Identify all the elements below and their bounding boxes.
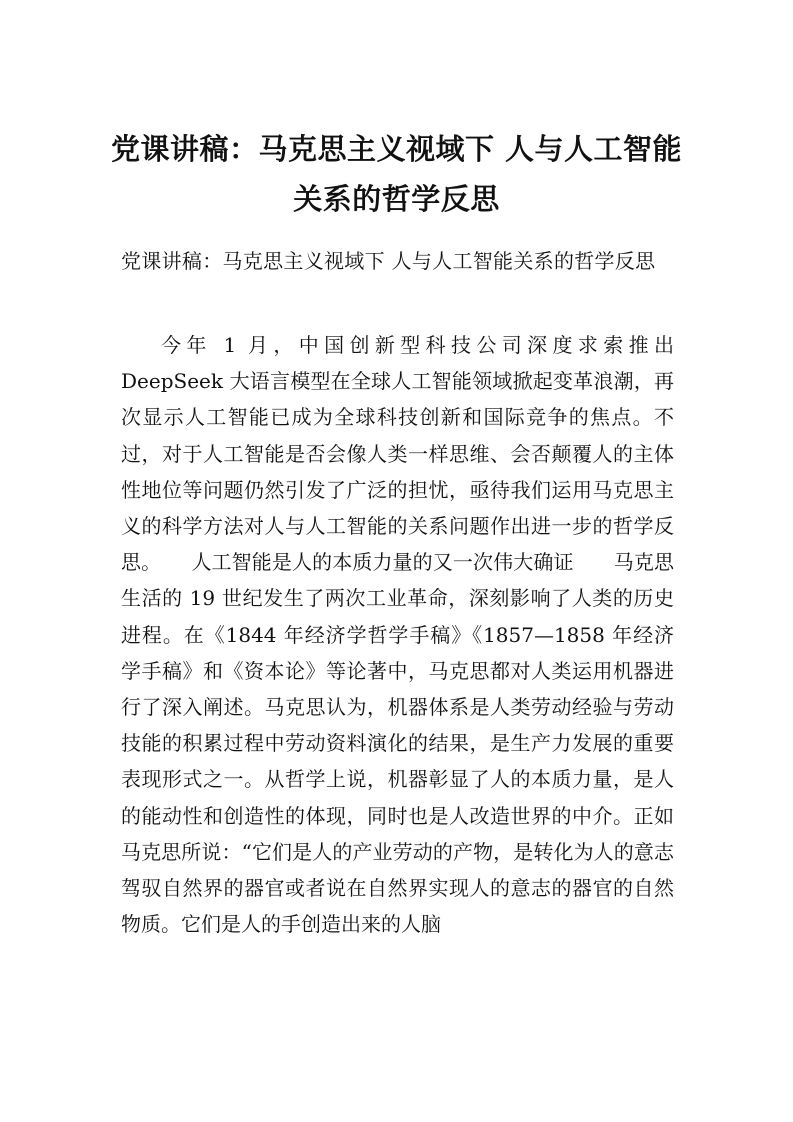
title-line-1: 党课讲稿：马克思主义视域下 人与人工智能: [110, 132, 683, 166]
document-subtitle: 党课讲稿：马克思主义视域下 人与人工智能关系的哲学反思: [121, 249, 656, 273]
document-title: [100, 124, 693, 224]
title-line-2: 关系的哲学反思: [293, 182, 500, 216]
body-paragraph: 今年 1 月，中国创新型科技公司深度求索推出 DeepSeek 大语言模型在全球人工智能领域掀起变革浪潮，再次显示人工智能已成为全球科技创新和国际竞争的焦点。不过，对于人工智能是否会像人类一样思维、会否颠覆人的主体性地位等问题仍然引发了广泛的担忧，亟待我们运用马克思主义的科学方法对人与人工智能的关系问题作出进一步的哲学反思。 人工智能是人的本质力量的又一次伟大确证 马克思生活的 19 世纪发生了两次工业革命，深刻影响了人类的历史进程。在《1844 年经济学哲学手稿》《1857—1858 年经济学手稿》和《资本论》等论著中，马克思都对人类运用机器进行了深入阐述。马克思认为，机器体系是人类劳动经验与劳动技能的积累过程中劳动资料演化的结果，是生产力发展的重要表现形式之一。从哲学上说，机器彰显了人的本质力量，是人的能动性和创造性的体现，同时也是人改造世界的中介。正如马克思所说：“它们是人的产业劳动的产物，是转化为人的意志驾驭自然界的器官或者说在自然界实现人的意志的器官的自然物质。它们是人的手创造出来的人脑: [121, 333, 674, 937]
